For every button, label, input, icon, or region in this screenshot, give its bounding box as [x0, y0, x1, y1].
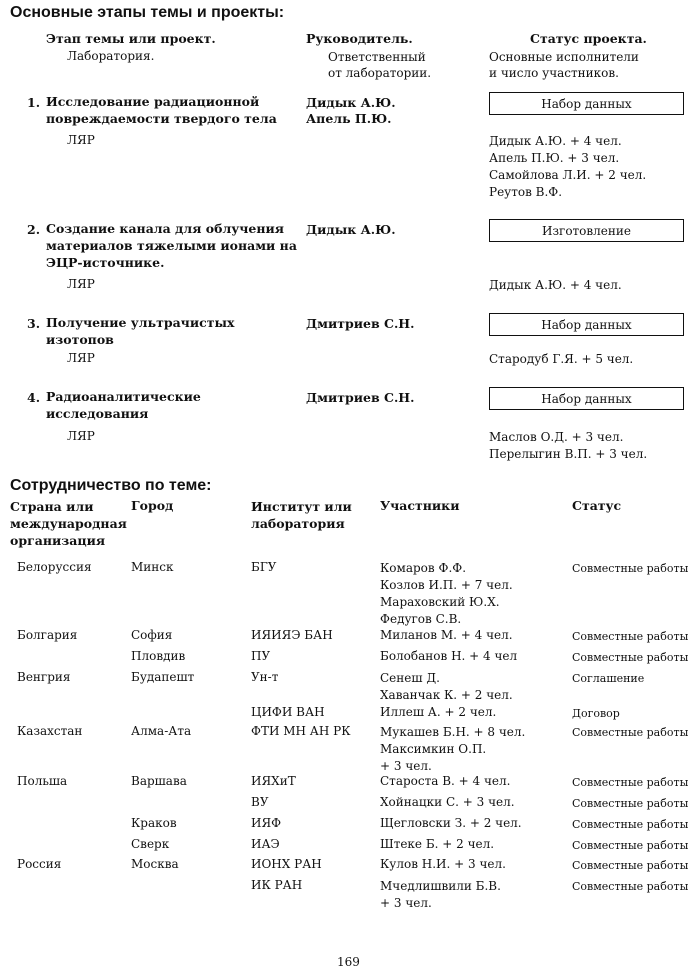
header-leader-sub2: от лаборатории. [328, 66, 432, 80]
project-leader: Дмитриев С.Н. [306, 390, 415, 405]
collab-participants [380, 724, 525, 775]
collab-participant: Хаванчак К. + 2 чел. [380, 688, 513, 702]
collab-header-line: Страна или [10, 499, 94, 514]
collab-city: Алма-Ата [131, 724, 192, 738]
collab-header-line: международная [10, 516, 127, 531]
collab-country: Казахстан [17, 724, 83, 738]
collab-participant: Козлов И.П. + 7 чел. [380, 578, 513, 592]
collab-institute: ИЯХиТ [251, 774, 296, 788]
collab-participants [380, 560, 513, 628]
collab-participant: + 3 чел. [380, 896, 432, 910]
collab-header-city: Город [131, 498, 174, 513]
collab-city: Пловдив [131, 649, 186, 663]
header-stage-sub: Лаборатория. [67, 49, 155, 63]
collab-participant: Староста В. + 4 чел. [380, 774, 511, 788]
project-title-line: Исследование радиационной [46, 94, 260, 109]
project-title-line: Получение ультрачистых [46, 315, 235, 330]
project-title-line: повреждаемости твердого тела [46, 111, 277, 126]
collab-header-institute [251, 498, 352, 532]
collab-city: Краков [131, 816, 177, 830]
project-person: Стародуб Г.Я. + 5 чел. [489, 352, 634, 366]
collab-participant: Мчедлишвили Б.В. [380, 879, 501, 893]
collab-institute: Ун-т [251, 670, 279, 684]
collab-institute: ИК РАН [251, 878, 303, 892]
project-lab: ЛЯР [67, 133, 95, 147]
project-person: Апель П.Ю. + 3 чел. [489, 151, 620, 165]
project-number: 3. [27, 316, 41, 331]
project-person: Реутов В.Ф. [489, 185, 563, 199]
collab-city: Будапешт [131, 670, 195, 684]
project-person: Дидык А.Ю. + 4 чел. [489, 278, 622, 292]
collab-institute: ИЯИЯЭ БАН [251, 628, 333, 642]
project-people [489, 351, 633, 368]
collab-participant: Федугов С.В. [380, 612, 462, 626]
project-leader: Апель П.Ю. [306, 111, 392, 126]
collab-city: Минск [131, 560, 174, 574]
section-title-collab: Сотрудничество по теме: [10, 477, 212, 494]
project-person: Самойлова Л.И. + 2 чел. [489, 168, 647, 182]
collab-participant: + 3 чел. [380, 759, 432, 773]
collab-country: Польша [17, 774, 68, 788]
collab-status: Совместные работы [572, 776, 689, 789]
header-stage: Этап темы или проект. [46, 31, 216, 46]
project-title-line: изотопов [46, 332, 114, 347]
collab-participant: Сенеш Д. [380, 671, 440, 685]
project-title-line: Создание канала для облучения [46, 221, 285, 236]
project-leader: Дидык А.Ю. [306, 222, 396, 237]
collab-header-country [10, 498, 127, 549]
collab-header-status: Статус [572, 498, 622, 513]
project-title-line: исследования [46, 406, 149, 421]
collab-city: Москва [131, 857, 179, 871]
project-lab: ЛЯР [67, 429, 95, 443]
project-title-line: материалов тяжелыми ионами на [46, 238, 297, 253]
project-people [489, 429, 647, 463]
project-status-box: Изготовление [489, 219, 684, 242]
collab-participants [380, 878, 501, 912]
project-people [489, 133, 646, 201]
collab-country: Россия [17, 857, 62, 871]
project-number: 4. [27, 390, 41, 405]
collab-participant: Мукашев Б.Н. + 8 чел. [380, 725, 526, 739]
project-status-box: Набор данных [489, 313, 684, 336]
collab-institute: ПУ [251, 649, 271, 663]
collab-institute: ИЯФ [251, 816, 282, 830]
collab-status: Совместные работы [572, 797, 689, 810]
collab-institute: ЦИФИ ВАН [251, 705, 325, 719]
collab-participant: Кулов Н.И. + 3 чел. [380, 857, 506, 871]
collab-country: Венгрия [17, 670, 71, 684]
collab-institute: ФТИ МН АН РК [251, 724, 351, 738]
project-lab: ЛЯР [67, 277, 95, 291]
collab-participants [380, 670, 513, 704]
project-lab: ЛЯР [67, 351, 95, 365]
project-leader: Дмитриев С.Н. [306, 316, 415, 331]
project-number: 2. [27, 222, 41, 237]
project-people [489, 277, 622, 294]
collab-status: Совместные работы [572, 726, 689, 739]
collab-participant: Максимкин О.П. [380, 742, 487, 756]
header-status: Статус проекта. [530, 31, 647, 46]
collab-city: Сверк [131, 837, 170, 851]
collab-status: Совместные работы [572, 839, 689, 852]
collab-city: Варшава [131, 774, 187, 788]
page-number: 169 [337, 955, 360, 969]
collab-participant: Болобанов Н. + 4 чел [380, 649, 518, 663]
collab-status: Договор [572, 707, 620, 720]
project-person: Перелыгин В.П. + 3 чел. [489, 447, 648, 461]
collab-institute: ВУ [251, 795, 269, 809]
header-status-sub2: и число участников. [489, 66, 619, 80]
project-person: Маслов О.Д. + 3 чел. [489, 430, 624, 444]
collab-participant: Хойнацки С. + 3 чел. [380, 795, 515, 809]
collab-participant: Комаров Ф.Ф. [380, 561, 467, 575]
collab-status: Совместные работы [572, 630, 689, 643]
header-leader-sub1: Ответственный [328, 50, 426, 64]
project-person: Дидык А.Ю. + 4 чел. [489, 134, 622, 148]
project-number: 1. [27, 95, 41, 110]
project-title-line: ЭЦР-источнике. [46, 255, 165, 270]
collab-header-participants: Участники [380, 498, 460, 513]
collab-participant: Мараховский Ю.Х. [380, 595, 500, 609]
collab-status: Совместные работы [572, 562, 689, 575]
collab-country: Болгария [17, 628, 78, 642]
header-leader: Руководитель. [306, 31, 413, 46]
collab-status: Соглашение [572, 672, 645, 685]
collab-header-line: лаборатория [251, 516, 345, 531]
collab-institute: БГУ [251, 560, 277, 574]
collab-participant: Иллеш А. + 2 чел. [380, 705, 497, 719]
collab-institute: ИАЭ [251, 837, 280, 851]
collab-participant: Щегловски З. + 2 чел. [380, 816, 522, 830]
collab-institute: ИОНХ РАН [251, 857, 322, 871]
collab-participant: Штеке Б. + 2 чел. [380, 837, 495, 851]
collab-status: Совместные работы [572, 880, 689, 893]
collab-city: София [131, 628, 173, 642]
collab-status: Совместные работы [572, 818, 689, 831]
collab-header-line: организация [10, 533, 106, 548]
section-title-stages: Основные этапы темы и проекты: [10, 4, 285, 21]
collab-participant: Миланов М. + 4 чел. [380, 628, 513, 642]
project-title-line: Радиоаналитические [46, 389, 201, 404]
project-status-box: Набор данных [489, 92, 684, 115]
project-leader: Дидык А.Ю. [306, 95, 396, 110]
collab-status: Совместные работы [572, 651, 689, 664]
collab-header-line: Институт или [251, 499, 352, 514]
collab-country: Белоруссия [17, 560, 92, 574]
project-status-box: Набор данных [489, 387, 684, 410]
collab-status: Совместные работы [572, 859, 689, 872]
header-status-sub1: Основные исполнители [489, 50, 639, 64]
